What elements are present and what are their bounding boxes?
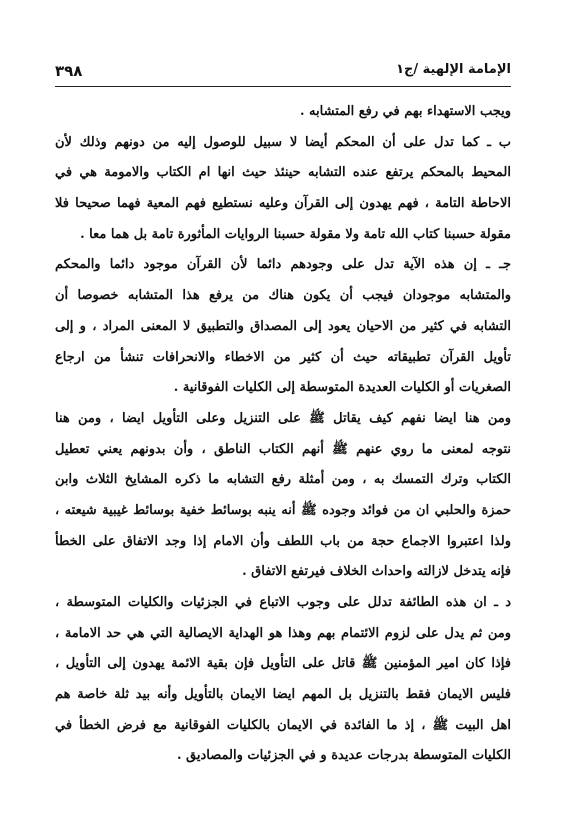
text-line: التشابه في كثير من الاحيان يعود إلى المصداق والتطبيق لا المعنى المراد ، و إلى xyxy=(55,318,511,334)
text-line: ويجب الاستهداء بهم في رفع المتشابه . xyxy=(300,104,511,119)
page-number: ٣٩٨ xyxy=(55,62,83,80)
text-line: والمتشابه موجودان فيجب أن يكون هناك من يرفع هذا المتشابه خصوصا أن xyxy=(55,288,511,304)
text-line: د ـ ان هذه الطائفة تدلل على وجوب الاتباع في الجزئيات والكليات المتوسطة ، xyxy=(55,595,511,610)
text-line: اهل البيت ﷺ ، إذ ما الفائدة في الايمان بالكليات الفوقانية مع فرض الخطأ في xyxy=(55,717,511,733)
running-title: الإمامة الإلهية /ج١ xyxy=(396,62,511,77)
text-line: ومن هنا ايضا نفهم كيف يقاتل ﷺ على التنزيل وعلى التأويل ايضا ، ومن هنا xyxy=(55,410,511,426)
text-line: المحيط بالمحكم يرتفع عنده التشابه حينئذ حيث انها ام الكتاب والامومة هي في xyxy=(55,165,511,181)
text-line: ب ـ كما تدل على أن المحكم أيضا لا سبيل للوصول إليه من دونهم وذلك لأن xyxy=(55,134,511,150)
text-line: حمزة والحلبي ان من فوائد وجوده ﷺ أنه ينبه بوسائط خفية بوسائط غيبية شيعته ، xyxy=(55,502,511,518)
text-line: تأويل القرآن تطبيقاته حيث أن كثير من الاخطاء والانحرافات تنشأ من ارجاع xyxy=(55,349,511,365)
body-text xyxy=(55,97,511,772)
text-line: جـ ـ إن هذه الآية تدل على وجودهم دائما لأن القرآن موجود دائما والمحكم xyxy=(55,257,511,273)
text-line: الكتاب وترك التمسك به ، ومن أمثلة رفع التشابه ما ذكره المشايخ الثلاث وابن xyxy=(55,472,511,488)
text-line: ولذا اعتبروا الاجماع حجة من باب اللطف وأن الامام إذا وجد الاتفاق على الخطأ xyxy=(55,533,511,549)
text-line: فإنه يتدخل لازالته واحداث الخلاف فيرتفع الاتفاق . xyxy=(242,564,511,580)
text-line: الاحاطة التامة ، فهم يهدون إلى القرآن وعليه نستطيع فهم المعية فهما صحيحا فلا xyxy=(55,196,511,212)
text-line: فليس الايمان فقط بالتنزيل بل المهم ايضا الايمان بالتأويل وأنه بيد ثلة خاصة هم xyxy=(55,687,511,703)
text-line: ومن ثم يدل على لزوم الائتمام بهم وهذا هو الهداية الايصالية التي هي حد الامامة ، xyxy=(55,625,511,641)
text-line: فإذا كان امير المؤمنين ﷺ قاتل على التأويل فإن بقية الائمة يهدون إلى التأويل ، xyxy=(55,656,511,672)
text-line: الكليات المتوسطة بدرجات عديدة و في الجزئيات والمصاديق . xyxy=(176,748,511,764)
text-line: الصغريات أو الكليات العديدة المتوسطة إلى الكليات الفوقانية . xyxy=(173,380,511,396)
page-header xyxy=(55,62,511,84)
text-line: مقولة حسبنا كتاب الله تامة ولا مقولة حسبنا الروايات المأثورة تامة بل هما معا . xyxy=(80,226,511,242)
header-rule xyxy=(55,86,511,87)
text-line: نتوجه لمعنى ما روي عنهم ﷺ أنهم الكتاب الناطق ، وأن بدونهم يعني تعطيل xyxy=(55,441,511,457)
